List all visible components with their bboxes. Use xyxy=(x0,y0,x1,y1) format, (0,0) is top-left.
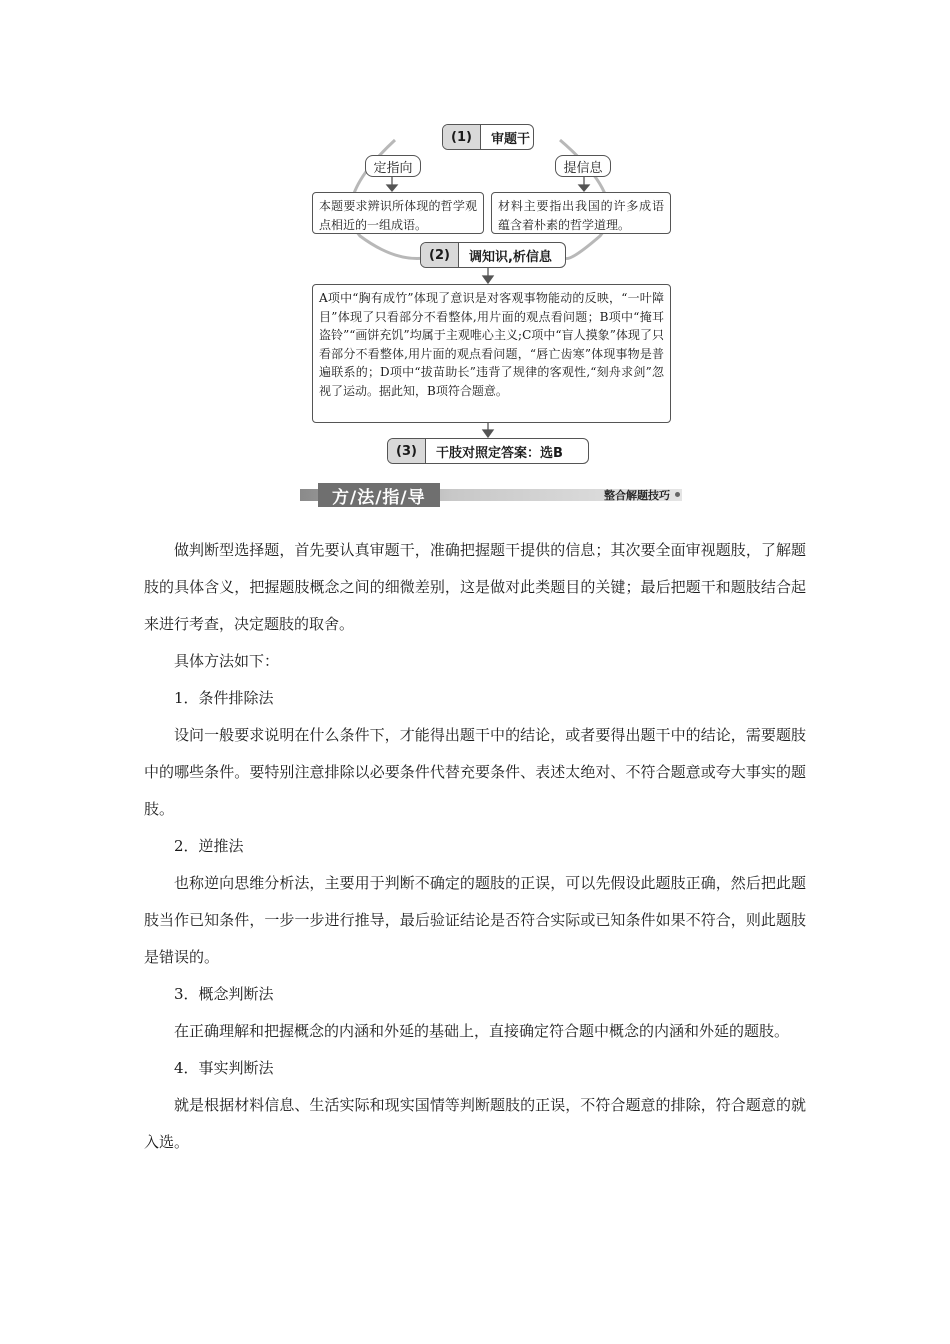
paragraph: 具体方法如下： xyxy=(174,652,280,670)
paragraph: 做判断型选择题，首先要认真审题干，准确把握题干提供的信息；其次要全面审视题肢，了解题肢的具体含义，把握题肢概念之间的细微差别，这是做对此类题目的关键；最后把题干和题肢结合起来进行考查，决定题肢的取舍。 xyxy=(144,541,806,633)
step2-header xyxy=(420,242,566,268)
paragraph: 也称逆向思维分析法，主要用于判断不确定的题肢的正误，可以先假设此题肢正确，然后把此题肢当作已知条件，一步一步进行推导，最后验证结论是否符合实际或已知条件如果不符合，则此题肢是错误的。 xyxy=(144,874,806,966)
step3-header xyxy=(387,438,589,464)
arrow-head xyxy=(387,185,397,191)
section-banner xyxy=(300,483,682,507)
step1-label: 审题干 xyxy=(490,131,530,147)
arrow-head xyxy=(579,185,589,191)
paragraph: 就是根据材料信息、生活实际和现实国情等判断题肢的正误，不符合题意的排除，符合题意的就入选。 xyxy=(144,1096,806,1151)
banner-title: 方/法/指/导 xyxy=(318,483,440,507)
left-box: 本题要求辨识所体现的哲学观点相近的一组成语。 xyxy=(312,192,484,234)
body-text xyxy=(144,532,806,1161)
step3-number: (3) xyxy=(388,439,426,463)
banner-dot-icon xyxy=(675,492,680,497)
section-heading: 3．概念判断法 xyxy=(174,985,274,1003)
arrow-head xyxy=(483,276,493,283)
paragraph: 设问一般要求说明在什么条件下，才能得出题干中的结论，或者要得出题干中的结论，需要题肢中的哪些条件。要特别注意排除以必要条件代替充要条件、表述太绝对、不符合题意或夸大事实的题肢。 xyxy=(144,726,806,818)
step2-label: 调知识,析信息 xyxy=(468,249,552,265)
section-heading: 1．条件排除法 xyxy=(174,689,274,707)
left-tag: 定指向 xyxy=(365,155,421,177)
step2-number: (2) xyxy=(421,243,459,267)
right-box: 材料主要指出我国的许多成语蕴含着朴素的哲学道理。 xyxy=(491,192,671,234)
arrow-head xyxy=(483,430,493,437)
paragraph: 在正确理解和把握概念的内涵和外延的基础上，直接确定符合题中概念的内涵和外延的题肢。 xyxy=(174,1022,790,1040)
step1-number: (1) xyxy=(443,125,481,149)
step3-label: 干肢对照定答案：选B xyxy=(435,445,563,461)
step1-header xyxy=(442,124,534,150)
analysis-box: A项中“胸有成竹”体现了意识是对客观事物能动的反映，“一叶障目”体现了只看部分不看整体,用片面的观点看问题；B项中“掩耳盗铃”“画饼充饥”均属于主观唯心主义;C项中“盲人摸象”体现了只看部分不看整体,用片面的观点看问题，“唇亡齿寒”体现事物是普遍联系的；D项中“拔苗助长”违背了规律的客观性,“刻舟求剑”忽视了运动。据此知，B项符合题意。 xyxy=(312,284,671,423)
section-heading: 4．事实判断法 xyxy=(174,1059,274,1077)
right-tag: 提信息 xyxy=(555,155,611,177)
section-heading: 2．逆推法 xyxy=(174,837,244,855)
banner-subtitle: 整合解题技巧 xyxy=(604,489,670,502)
